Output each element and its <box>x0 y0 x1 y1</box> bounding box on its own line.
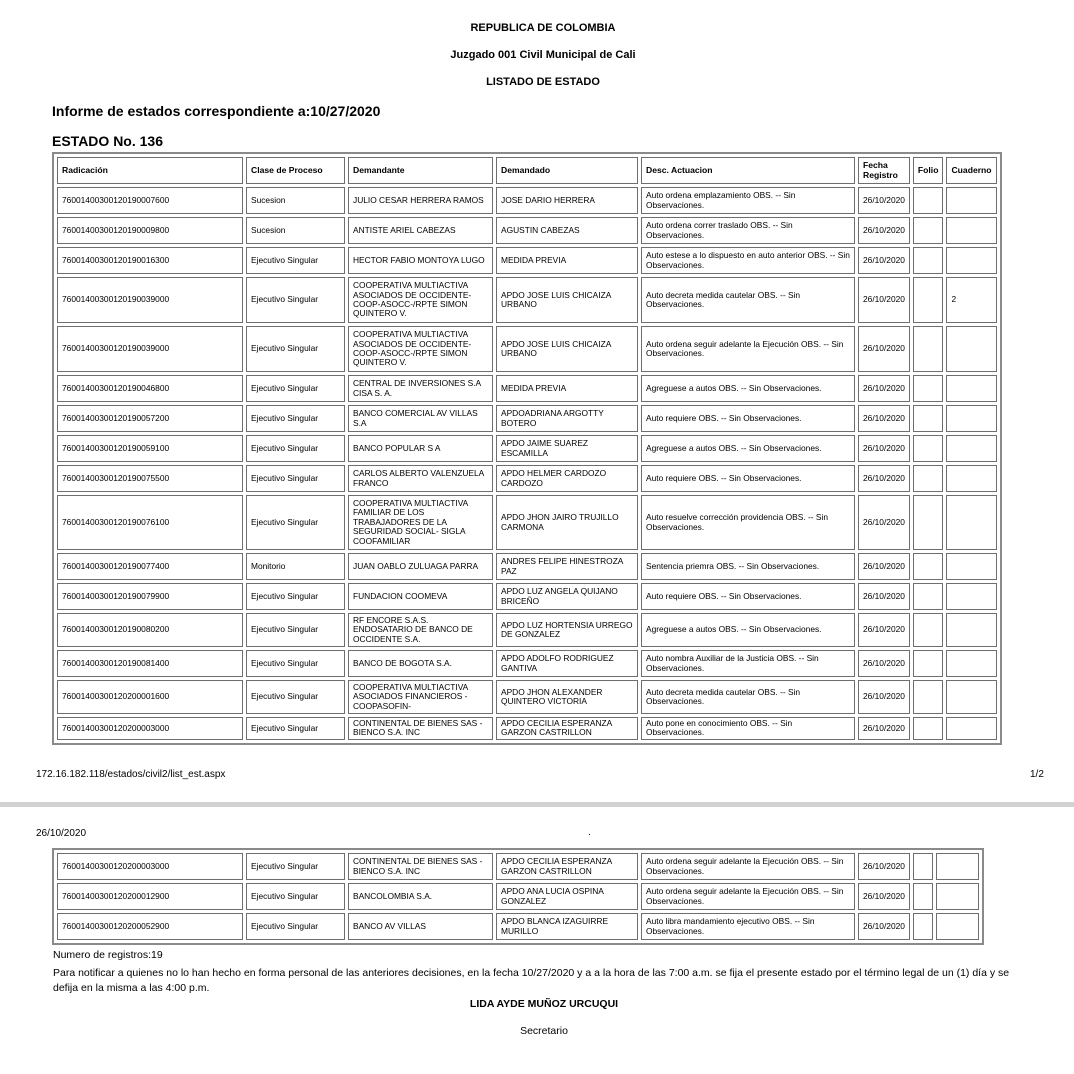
fecha-registro-cell: 26/10/2020 <box>858 680 910 714</box>
radicacion-cell: 76001400300120190079900 <box>57 583 243 610</box>
folio-cell <box>913 435 944 462</box>
fecha-registro-cell: 26/10/2020 <box>858 465 910 492</box>
demandado-cell: APDO ANA LUCIA OSPINA GONZALEZ <box>496 883 638 910</box>
folio-cell <box>913 187 944 214</box>
estados-table-page2 <box>52 848 984 945</box>
table-row <box>57 326 997 372</box>
demandado-cell: APDO CECILIA ESPERANZA GARZON CASTRILLON <box>496 717 638 740</box>
table-row <box>57 853 979 880</box>
demandante-cell: BANCOLOMBIA S.A. <box>348 883 493 910</box>
informe-title: Informe de estados correspondiente a:10/27/2020 <box>52 103 381 119</box>
desc-actuacion-cell: Auto requiere OBS. -- Sin Observaciones. <box>641 405 855 432</box>
fecha-registro-cell: 26/10/2020 <box>858 435 910 462</box>
folio-cell <box>913 680 944 714</box>
table-row <box>57 883 979 910</box>
table-row <box>57 217 997 244</box>
table-row <box>57 680 997 714</box>
desc-actuacion-cell: Auto libra mandamiento ejecutivo OBS. -- Sin Observaciones. <box>641 913 855 940</box>
table-row <box>57 375 997 402</box>
radicacion-cell: 76001400300120200003000 <box>57 853 243 880</box>
fecha-registro-cell: 26/10/2020 <box>858 613 910 647</box>
fecha-registro-cell: 26/10/2020 <box>858 375 910 402</box>
cuaderno-cell <box>946 553 996 580</box>
page2-date: 26/10/2020 <box>36 828 87 839</box>
col-header-clase: Clase de Proceso <box>246 157 345 184</box>
demandado-cell: APDO ADOLFO RODRIGUEZ GANTIVA <box>496 650 638 677</box>
page-separator <box>0 802 1074 807</box>
radicacion-cell: 76001400300120200001600 <box>57 680 243 714</box>
folio-cell <box>913 405 944 432</box>
radicacion-cell: 76001400300120200052900 <box>57 913 243 940</box>
folio-cell <box>913 277 944 323</box>
table-row <box>57 613 997 647</box>
radicacion-cell: 76001400300120200012900 <box>57 883 243 910</box>
cuaderno-cell <box>946 217 996 244</box>
clase-cell: Ejecutivo Singular <box>246 650 345 677</box>
estados-table-page1 <box>52 152 1002 745</box>
clase-cell: Ejecutivo Singular <box>246 583 345 610</box>
demandante-cell: JUAN OABLO ZULUAGA PARRA <box>348 553 493 580</box>
folio-cell <box>913 217 944 244</box>
table-row <box>57 277 997 323</box>
radicacion-cell: 76001400300120190081400 <box>57 650 243 677</box>
radicacion-cell: 76001400300120190075500 <box>57 465 243 492</box>
desc-actuacion-cell: Auto ordena seguir adelante la Ejecución OBS. -- Sin Observaciones. <box>641 883 855 910</box>
clase-cell: Ejecutivo Singular <box>246 853 345 880</box>
footer-page-number: 1/2 <box>1030 769 1044 780</box>
desc-actuacion-cell: Auto decreta medida cautelar OBS. -- Sin Observaciones. <box>641 277 855 323</box>
desc-actuacion-cell: Auto estese a lo dispuesto en auto anterior OBS. -- Sin Observaciones. <box>641 247 855 274</box>
folio-cell <box>913 650 944 677</box>
folio-cell <box>913 553 944 580</box>
desc-actuacion-cell: Auto requiere OBS. -- Sin Observaciones. <box>641 465 855 492</box>
demandante-cell: BANCO COMERCIAL AV VILLAS S.A <box>348 405 493 432</box>
demandado-cell: APDO LUZ ANGELA QUIJANO BRICEÑO <box>496 583 638 610</box>
col-header-desc: Desc. Actuacion <box>641 157 855 184</box>
header-listado: LISTADO DE ESTADO <box>486 76 600 88</box>
firma-name: LIDA AYDE MUÑOZ URCUQUI <box>469 998 619 1010</box>
demandante-cell: RF ENCORE S.A.S. ENDOSATARIO DE BANCO DE OCCIDENTE S.A. <box>348 613 493 647</box>
desc-actuacion-cell: Auto nombra Auxiliar de la Justicia OBS. -- Sin Observaciones. <box>641 650 855 677</box>
clase-cell: Ejecutivo Singular <box>246 405 345 432</box>
table-row <box>57 435 997 462</box>
cuaderno-cell <box>946 326 996 372</box>
cuaderno-cell <box>946 435 996 462</box>
demandado-cell: APDO JAIME SUAREZ ESCAMILLA <box>496 435 638 462</box>
desc-actuacion-cell: Agreguese a autos OBS. -- Sin Observaciones. <box>641 435 855 462</box>
clase-cell: Sucesion <box>246 187 345 214</box>
footer-url: 172.16.182.118/estados/civil2/list_est.aspx <box>36 769 226 780</box>
cuaderno-cell <box>946 717 996 740</box>
demandado-cell: APDO JOSE LUIS CHICAIZA URBANO <box>496 326 638 372</box>
header-republica: REPUBLICA DE COLOMBIA <box>470 22 616 34</box>
folio-cell <box>913 375 944 402</box>
cuaderno-cell <box>946 465 996 492</box>
cuaderno-cell <box>946 613 996 647</box>
col-header-folio: Folio <box>913 157 944 184</box>
folio-cell <box>913 913 933 940</box>
cuaderno-cell <box>946 405 996 432</box>
demandado-cell: APDO JHON JAIRO TRUJILLO CARMONA <box>496 495 638 550</box>
demandante-cell: CONTINENTAL DE BIENES SAS - BIENCO S.A. INC <box>348 853 493 880</box>
cuaderno-cell <box>946 583 996 610</box>
demandante-cell: BANCO DE BOGOTA S.A. <box>348 650 493 677</box>
radicacion-cell: 76001400300120190076100 <box>57 495 243 550</box>
demandado-cell: MEDIDA PREVIA <box>496 247 638 274</box>
folio-cell <box>913 883 933 910</box>
col-header-fecha: Fecha Registro <box>858 157 910 184</box>
desc-actuacion-cell: Auto ordena correr traslado OBS. -- Sin Observaciones. <box>641 217 855 244</box>
cuaderno-cell <box>936 913 979 940</box>
clase-cell: Ejecutivo Singular <box>246 247 345 274</box>
fecha-registro-cell: 26/10/2020 <box>858 883 910 910</box>
header-juzgado: Juzgado 001 Civil Municipal de Cali <box>450 49 636 61</box>
fecha-registro-cell: 26/10/2020 <box>858 187 910 214</box>
radicacion-cell: 76001400300120190039000 <box>57 277 243 323</box>
clase-cell: Ejecutivo Singular <box>246 913 345 940</box>
cuaderno-cell <box>946 247 996 274</box>
demandante-cell: COOPERATIVA MULTIACTIVA FAMILIAR DE LOS TRABAJADORES DE LA SEGURIDAD SOCIAL- SIGLA COOFAMILIAR <box>348 495 493 550</box>
fecha-registro-cell: 26/10/2020 <box>858 247 910 274</box>
demandante-cell: BANCO AV VILLAS <box>348 913 493 940</box>
desc-actuacion-cell: Auto resuelve corrección providencia OBS. -- Sin Observaciones. <box>641 495 855 550</box>
fecha-registro-cell: 26/10/2020 <box>858 277 910 323</box>
radicacion-cell: 76001400300120190016300 <box>57 247 243 274</box>
demandado-cell: MEDIDA PREVIA <box>496 375 638 402</box>
radicacion-cell: 76001400300120200003000 <box>57 717 243 740</box>
demandante-cell: CENTRAL DE INVERSIONES S.A CISA S. A. <box>348 375 493 402</box>
demandante-cell: COOPERATIVA MULTIACTIVA ASOCIADOS FINANCIEROS - COOPASOFIN- <box>348 680 493 714</box>
cuaderno-cell <box>936 883 979 910</box>
demandado-cell: APDO CECILIA ESPERANZA GARZON CASTRILLON <box>496 853 638 880</box>
fecha-registro-cell: 26/10/2020 <box>858 553 910 580</box>
desc-actuacion-cell: Agreguese a autos OBS. -- Sin Observaciones. <box>641 613 855 647</box>
demandado-cell: APDO LUZ HORTENSIA URREGO DE GONZALEZ <box>496 613 638 647</box>
fecha-registro-cell: 26/10/2020 <box>858 326 910 372</box>
col-header-demandante: Demandante <box>348 157 493 184</box>
desc-actuacion-cell: Auto ordena seguir adelante la Ejecución OBS. -- Sin Observaciones. <box>641 326 855 372</box>
radicacion-cell: 76001400300120190077400 <box>57 553 243 580</box>
table-row <box>57 405 997 432</box>
folio-cell <box>913 465 944 492</box>
cuaderno-cell <box>936 853 979 880</box>
folio-cell <box>913 613 944 647</box>
clase-cell: Ejecutivo Singular <box>246 326 345 372</box>
demandado-cell: JOSE DARIO HERRERA <box>496 187 638 214</box>
clase-cell: Ejecutivo Singular <box>246 495 345 550</box>
folio-cell <box>913 247 944 274</box>
clase-cell: Ejecutivo Singular <box>246 680 345 714</box>
cuaderno-cell <box>946 650 996 677</box>
demandante-cell: CONTINENTAL DE BIENES SAS - BIENCO S.A. INC <box>348 717 493 740</box>
table-row <box>57 465 997 492</box>
demandante-cell: COOPERATIVA MULTIACTIVA ASOCIADOS DE OCCIDENTE-COOP-ASOCC-/RPTE SIMON QUINTERO V. <box>348 326 493 372</box>
cuaderno-cell <box>946 187 996 214</box>
fecha-registro-cell: 26/10/2020 <box>858 853 910 880</box>
desc-actuacion-cell: Sentencia priemra OBS. -- Sin Observaciones. <box>641 553 855 580</box>
table-row <box>57 583 997 610</box>
radicacion-cell: 76001400300120190059100 <box>57 435 243 462</box>
demandado-cell: APDO HELMER CARDOZO CARDOZO <box>496 465 638 492</box>
desc-actuacion-cell: Auto decreta medida cautelar OBS. -- Sin Observaciones. <box>641 680 855 714</box>
table-row <box>57 247 997 274</box>
fecha-registro-cell: 26/10/2020 <box>858 495 910 550</box>
demandante-cell: BANCO POPULAR S A <box>348 435 493 462</box>
desc-actuacion-cell: Agreguese a autos OBS. -- Sin Observaciones. <box>641 375 855 402</box>
col-header-demandado: Demandado <box>496 157 638 184</box>
folio-cell <box>913 717 944 740</box>
fecha-registro-cell: 26/10/2020 <box>858 650 910 677</box>
table-header-row <box>57 157 997 184</box>
numero-registros: Numero de registros:19 <box>53 949 163 961</box>
clase-cell: Ejecutivo Singular <box>246 375 345 402</box>
radicacion-cell: 76001400300120190057200 <box>57 405 243 432</box>
fecha-registro-cell: 26/10/2020 <box>858 405 910 432</box>
demandante-cell: CARLOS ALBERTO VALENZUELA FRANCO <box>348 465 493 492</box>
desc-actuacion-cell: Auto pone en conocimiento OBS. -- Sin Observaciones. <box>641 717 855 740</box>
radicacion-cell: 76001400300120190039000 <box>57 326 243 372</box>
fecha-registro-cell: 26/10/2020 <box>858 913 910 940</box>
cuaderno-cell: 2 <box>946 277 996 323</box>
table-row <box>57 717 997 740</box>
firma-cargo: Secretario <box>520 1025 568 1037</box>
demandante-cell: COOPERATIVA MULTIACTIVA ASOCIADOS DE OCCIDENTE-COOP-ASOCC-/RPTE SIMON QUINTERO V. <box>348 277 493 323</box>
demandante-cell: FUNDACION COOMEVA <box>348 583 493 610</box>
folio-cell <box>913 326 944 372</box>
clase-cell: Ejecutivo Singular <box>246 277 345 323</box>
clase-cell: Ejecutivo Singular <box>246 717 345 740</box>
table-row <box>57 553 997 580</box>
demandante-cell: HECTOR FABIO MONTOYA LUGO <box>348 247 493 274</box>
estado-number: ESTADO No. 136 <box>52 133 163 149</box>
cuaderno-cell <box>946 495 996 550</box>
radicacion-cell: 76001400300120190046800 <box>57 375 243 402</box>
notificacion-text: Para notificar a quienes no lo han hecho en forma personal de las anteriores decisiones, en la fecha 10/27/2020 y a a la hora de las 7:00 a.m. se fija el presente estado por el término legal de un (1) día y se defija en la misma a las 4:00 p.m. <box>53 967 1010 994</box>
demandado-cell: APDO BLANCA IZAGUIRRE MURILLO <box>496 913 638 940</box>
clase-cell: Monitorio <box>246 553 345 580</box>
desc-actuacion-cell: Auto ordena seguir adelante la Ejecución OBS. -- Sin Observaciones. <box>641 853 855 880</box>
cuaderno-cell <box>946 375 996 402</box>
col-header-radicacion: Radicación <box>57 157 243 184</box>
radicacion-cell: 76001400300120190009800 <box>57 217 243 244</box>
folio-cell <box>913 495 944 550</box>
cuaderno-cell <box>946 680 996 714</box>
table-row <box>57 650 997 677</box>
clase-cell: Ejecutivo Singular <box>246 613 345 647</box>
clase-cell: Sucesion <box>246 217 345 244</box>
desc-actuacion-cell: Auto ordena emplazamiento OBS. -- Sin Observaciones. <box>641 187 855 214</box>
fecha-registro-cell: 26/10/2020 <box>858 583 910 610</box>
page2-dot: . <box>588 827 591 838</box>
radicacion-cell: 76001400300120190007600 <box>57 187 243 214</box>
fecha-registro-cell: 26/10/2020 <box>858 717 910 740</box>
demandado-cell: APDO JOSE LUIS CHICAIZA URBANO <box>496 277 638 323</box>
demandante-cell: ANTISTE ARIEL CABEZAS <box>348 217 493 244</box>
radicacion-cell: 76001400300120190080200 <box>57 613 243 647</box>
table-row <box>57 187 997 214</box>
fecha-registro-cell: 26/10/2020 <box>858 217 910 244</box>
col-header-cuaderno: Cuaderno <box>946 157 996 184</box>
demandado-cell: ANDRES FELIPE HINESTROZA PAZ <box>496 553 638 580</box>
demandado-cell: APDOADRIANA ARGOTTY BOTERO <box>496 405 638 432</box>
folio-cell <box>913 583 944 610</box>
clase-cell: Ejecutivo Singular <box>246 883 345 910</box>
clase-cell: Ejecutivo Singular <box>246 435 345 462</box>
demandante-cell: JULIO CESAR HERRERA RAMOS <box>348 187 493 214</box>
demandado-cell: APDO JHON ALEXANDER QUINTERO VICTORIA <box>496 680 638 714</box>
clase-cell: Ejecutivo Singular <box>246 465 345 492</box>
folio-cell <box>913 853 933 880</box>
table-row <box>57 913 979 940</box>
demandado-cell: AGUSTIN CABEZAS <box>496 217 638 244</box>
desc-actuacion-cell: Auto requiere OBS. -- Sin Observaciones. <box>641 583 855 610</box>
table-row <box>57 495 997 550</box>
